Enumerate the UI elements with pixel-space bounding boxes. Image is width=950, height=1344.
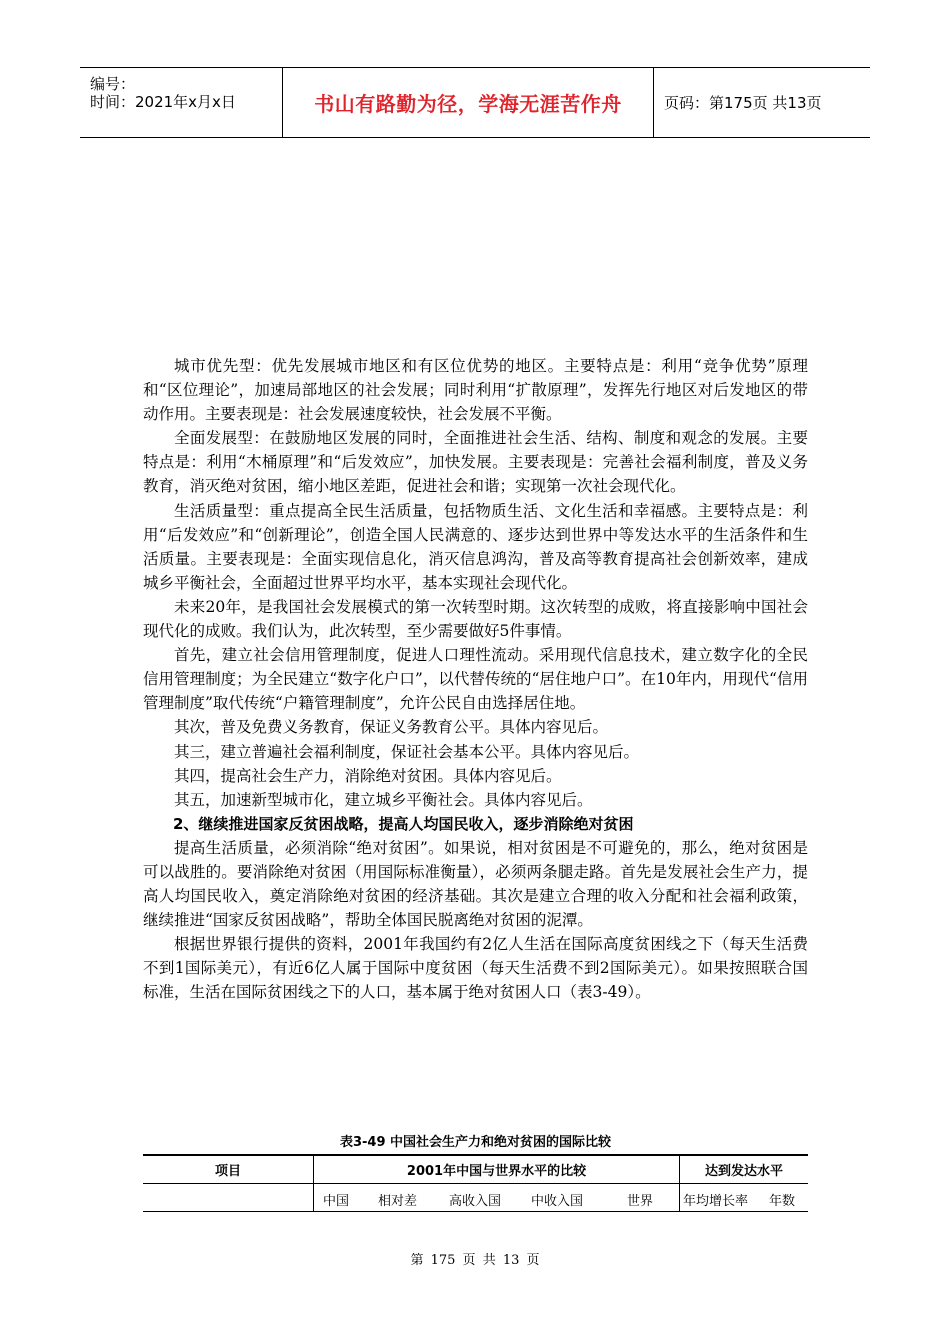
table-subheader-middle: 中收入国 [531,1194,584,1209]
table-subheader-growth: 年均增长率 [683,1194,749,1209]
document-date-label: 时间：2021年x月x日 [90,93,236,111]
table-top-rule [143,1154,808,1156]
body-paragraph: 其四，提高社会生产力，消除绝对贫困。具体内容见后。 [174,766,562,785]
table-header-compare: 2001年中国与世界水平的比较 [406,1164,587,1179]
table-subheader-years: 年数 [769,1194,796,1209]
body-paragraph: 根据世界银行提供的资料，2001年我国约有2亿人生活在国际高度贫困线之下（每天生活费不到1国际美元），有近6亿人属于国际中度贫困（每天生活费不到2国际美元）。如果按照联合国标准，生活在国际贫困线之下的人口，基本属于绝对贫困人口（表3-49）。 [143,935,808,1002]
comparison-table [143,1154,808,1212]
table-bottom-rule [143,1211,808,1212]
body-paragraph: 其五，加速新型城市化，建立城乡平衡社会。具体内容见后。 [174,790,593,809]
table-subheader-high: 高收入国 [449,1194,502,1209]
table-header-item: 项目 [214,1164,241,1179]
body-paragraph: 未来20年，是我国社会发展模式的第一次转型时期。这次转型的成败，将直接影响中国社会现代化的成败。我们认为，此次转型，至少需要做好5件事情。 [143,597,808,641]
header-motto: 书山有路勤为径，学海无涯苦作舟 [283,68,654,137]
body-paragraph: 生活质量型：重点提高全民生活质量，包括物质生活、文化生活和幸福感。主要特点是：利用“后发效应”和“创新理论”，创造全国人民满意的、逐步达到世界中等发达水平的生活条件和生活质量。主要表现是：全面实现信息化，消灭信息鸿沟，普及高等教育提高社会创新效率，建成城乡平衡社会，全面超过世界平均水平，基本实现社会现代化。 [143,501,808,592]
body-paragraph: 全面发展型：在鼓励地区发展的同时，全面推进社会生活、结构、制度和观念的发展。主要特点是：利用“木桶原理”和“后发效应”，加快发展。主要表现是：完善社会福利制度，普及义务教育，消灭绝对贫困，缩小地区差距，促进社会和谐；实现第一次社会现代化。 [143,429,808,496]
body-paragraph: 其三，建立普遍社会福利制度，保证社会基本公平。具体内容见后。 [174,742,640,761]
page-footer: 第 175 页 共 13 页 [410,1253,540,1268]
table-subheader-world: 世界 [627,1194,654,1209]
page-header [80,67,870,138]
table-header-reach: 达到发达水平 [704,1164,783,1179]
section-heading: 2、继续推进国家反贫困战略，提高人均国民收入，逐步消除绝对贫困 [173,814,634,833]
body-paragraph: 首先，建立社会信用管理制度，促进人口理性流动。采用现代信息技术，建立数字化的全民信用管理制度；为全民建立“数字化户口”，以代替传统的“居住地户口”。在10年内，用现代“信用管理制度”取代传统“户籍管理制度”，允许公民自由选择居住地。 [143,646,808,713]
table-header-rule [143,1183,808,1184]
header-meta [80,68,283,137]
table-subheader-china: 中国 [323,1194,350,1209]
document-number-label: 编号： [90,75,136,93]
table-caption: 表3-49 中国社会生产力和绝对贫困的国际比较 [339,1135,612,1150]
table-subheader-diff: 相对差 [378,1194,418,1209]
document-body [143,354,808,1005]
body-paragraph: 其次，普及免费义务教育，保证义务教育公平。具体内容见后。 [174,718,609,737]
body-paragraph: 提高生活质量，必须消除“绝对贫困”。如果说，相对贫困是不可避免的，那么，绝对贫困是可以战胜的。要消除绝对贫困（用国际标准衡量），必须两条腿走路。首先是发展社会生产力，提高人均国民收入，奠定消除绝对贫困的经济基础。其次是建立合理的收入分配和社会福利政策，继续推进“国家反贫困战略”，帮助全体国民脱离绝对贫困的泥潭。 [143,838,808,930]
header-page-code: 页码：第175页 共13页 [664,94,822,112]
body-paragraph: 城市优先型：优先发展城市地区和有区位优势的地区。主要特点是：利用“竞争优势”原理和“区位理论”，加速局部地区的社会发展；同时利用“扩散原理”，发挥先行地区对后发地区的带动作用。主要表现是：社会发展速度较快，社会发展不平衡。 [143,357,808,424]
